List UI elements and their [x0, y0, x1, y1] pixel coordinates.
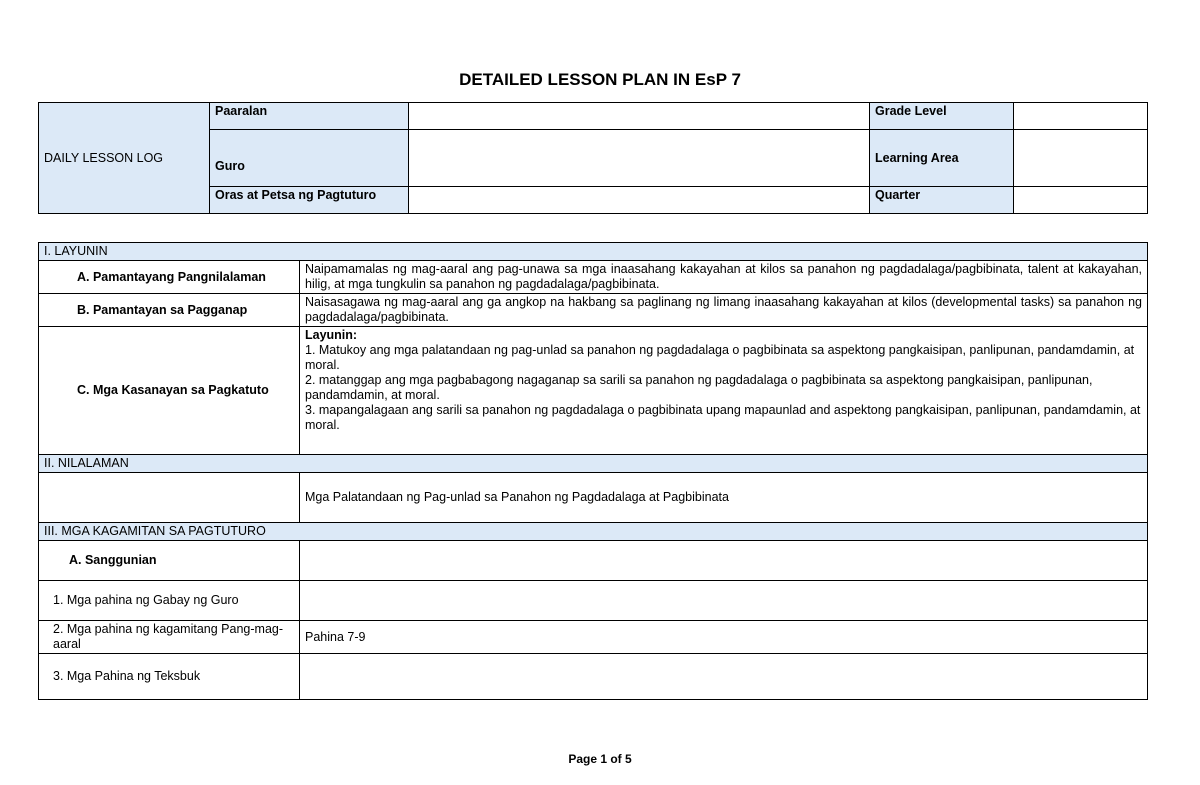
nilalaman-empty-cell: [39, 473, 300, 523]
section-kagamitan-heading: III. MGA KAGAMITAN SA PAGTUTURO: [39, 523, 1148, 541]
learning-area-field[interactable]: [1014, 130, 1148, 187]
quarter-label: Quarter: [870, 187, 1014, 214]
guro-label: Guro: [210, 130, 409, 187]
teksbuk-field[interactable]: [300, 654, 1148, 700]
pamantayang-pangnilalaman-label: A. Pamantayang Pangnilalaman: [39, 261, 300, 294]
nilalaman-text: Mga Palatandaan ng Pag-unlad sa Panahon ng Pagdadalaga at Pagbibinata: [300, 473, 1148, 523]
sanggunian-field[interactable]: [300, 541, 1148, 581]
mga-kasanayan-text: [300, 327, 1148, 455]
grade-level-field[interactable]: [1014, 103, 1148, 130]
kagamitang-pang-mag-aaral-value: Pahina 7-9: [300, 621, 1148, 654]
section-nilalaman-heading: II. NILALAMAN: [39, 455, 1148, 473]
pamantayan-sa-pagganap-label: B. Pamantayan sa Pagganap: [39, 294, 300, 327]
section-layunin-heading: I. LAYUNIN: [39, 243, 1148, 261]
pamantayan-sa-pagganap-text: Naisasagawa ng mag-aaral ang ga angkop na hakbang sa paglinang ng limang inaasahang kakayahan at kilos (developmental tasks) sa panahon ng pagdadalaga/pagbibinata.: [300, 294, 1148, 327]
sanggunian-label: A. Sanggunian: [39, 541, 300, 581]
paaralan-label: Paaralan: [210, 103, 409, 130]
layunin-item-3: 3. mapangalagaan ang sarili sa panahon ng pagdadalaga o pagbibinata upang mapaunlad and aspektong pangkaisipan, panlipunan, pandamdamin, at moral.: [305, 403, 1141, 432]
pamantayang-pangnilalaman-text: Naipamamalas ng mag-aaral ang pag-unawa sa mga inaasahang kakayahan at kilos sa panahon ng pagdadalaga/pagbibinata, talent at kakayahan, hilig, at mga tungkulin sa panahon ng pagdadalaga/pagbibinata.: [300, 261, 1148, 294]
gabay-ng-guro-label: 1. Mga pahina ng Gabay ng Guro: [39, 581, 300, 621]
guro-field[interactable]: [409, 130, 870, 187]
quarter-field[interactable]: [1014, 187, 1148, 214]
grade-level-label: Grade Level: [870, 103, 1014, 130]
gabay-ng-guro-field[interactable]: [300, 581, 1148, 621]
header-table: [38, 102, 1148, 214]
oras-field[interactable]: [409, 187, 870, 214]
oras-label: Oras at Petsa ng Pagtuturo: [210, 187, 409, 214]
lesson-table: [38, 242, 1148, 700]
document-title: DETAILED LESSON PLAN IN EsP 7: [459, 70, 741, 89]
learning-area-label: Learning Area: [870, 130, 1014, 187]
page-footer: Page 1 of 5: [568, 752, 632, 766]
teksbuk-label: 3. Mga Pahina ng Teksbuk: [39, 654, 300, 700]
layunin-heading: Layunin:: [305, 328, 358, 342]
layunin-item-2: 2. matanggap ang mga pagbabagong nagaganap sa sarili sa panahon ng pagdadalaga o pagbibinata sa aspektong pangkaisipan, panlipunan, pandamdamin, at moral.: [305, 373, 1093, 402]
paaralan-field[interactable]: [409, 103, 870, 130]
layunin-item-1: 1. Matukoy ang mga palatandaan ng pag-unlad sa panahon ng pagdadalaga o pagbibinata sa aspektong pangkaisipan, panlipunan, pandamdamin, at moral.: [305, 343, 1135, 372]
kagamitang-pang-mag-aaral-label: 2. Mga pahina ng kagamitang Pang-mag-aaral: [39, 621, 300, 654]
mga-kasanayan-label: C. Mga Kasanayan sa Pagkatuto: [39, 327, 300, 455]
daily-lesson-log-label: DAILY LESSON LOG: [39, 103, 210, 214]
